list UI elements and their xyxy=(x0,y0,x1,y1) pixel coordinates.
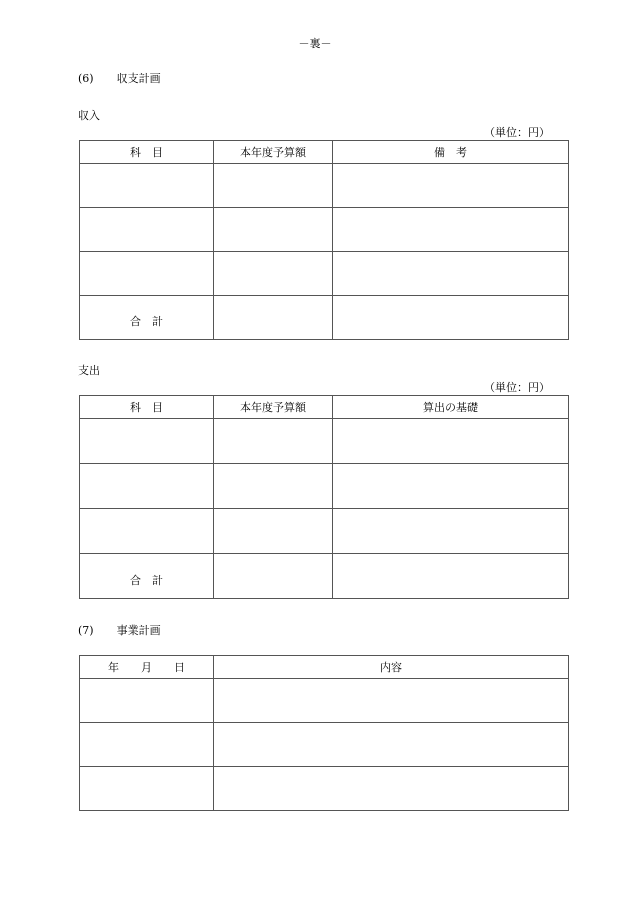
expense-total-basis[interactable] xyxy=(333,554,569,599)
income-cell-budget[interactable] xyxy=(214,208,333,252)
expense-header-subject: 科 目 xyxy=(80,396,214,419)
expense-total-label-cell xyxy=(80,554,214,599)
plan-header-date: 年 月 日 xyxy=(80,656,214,679)
page-title: －裏－ xyxy=(298,37,332,50)
expense-cell-subject[interactable] xyxy=(80,464,214,509)
table-row xyxy=(80,509,569,554)
expense-total-row xyxy=(80,554,569,599)
expense-total-label: 合 計 xyxy=(130,574,163,587)
expense-cell-basis[interactable] xyxy=(333,464,569,509)
expense-total-budget[interactable] xyxy=(214,554,333,599)
income-cell-subject[interactable] xyxy=(80,208,214,252)
plan-header-row xyxy=(80,656,569,679)
expense-label: 支出 xyxy=(78,364,100,377)
table-row xyxy=(80,464,569,509)
income-header-row xyxy=(80,141,569,164)
expense-unit: （単位：円） xyxy=(484,381,550,394)
table-row xyxy=(80,252,569,296)
expense-cell-basis[interactable] xyxy=(333,509,569,554)
income-header-budget: 本年度予算額 xyxy=(214,141,333,164)
section6-title: 収支計画 xyxy=(116,72,161,85)
plan-cell-date[interactable] xyxy=(80,723,214,767)
expense-header-basis: 算出の基礎 xyxy=(333,396,569,419)
expense-header-budget: 本年度予算額 xyxy=(214,396,333,419)
expense-cell-budget[interactable] xyxy=(214,509,333,554)
section6-number: (6) xyxy=(78,72,94,85)
table-row xyxy=(80,419,569,464)
income-label: 収入 xyxy=(78,109,100,122)
income-cell-subject[interactable] xyxy=(80,164,214,208)
income-total-row xyxy=(80,296,569,340)
plan-cell-content[interactable] xyxy=(214,767,569,811)
income-total-label-cell xyxy=(80,296,214,340)
plan-cell-content[interactable] xyxy=(214,723,569,767)
table-row xyxy=(80,723,569,767)
section7-title: 事業計画 xyxy=(116,624,161,637)
plan-cell-date[interactable] xyxy=(80,767,214,811)
expense-cell-basis[interactable] xyxy=(333,419,569,464)
plan-cell-date[interactable] xyxy=(80,679,214,723)
plan-header-content: 内容 xyxy=(214,656,569,679)
income-cell-remarks[interactable] xyxy=(333,164,569,208)
expense-cell-subject[interactable] xyxy=(80,509,214,554)
income-cell-remarks[interactable] xyxy=(333,208,569,252)
income-header-remarks: 備 考 xyxy=(333,141,569,164)
income-unit: （単位：円） xyxy=(484,126,550,139)
expense-header-row xyxy=(80,396,569,419)
income-total-budget[interactable] xyxy=(214,296,333,340)
expense-cell-budget[interactable] xyxy=(214,464,333,509)
table-row xyxy=(80,164,569,208)
income-cell-remarks[interactable] xyxy=(333,252,569,296)
expense-cell-budget[interactable] xyxy=(214,419,333,464)
plan-table xyxy=(79,655,569,811)
expense-table xyxy=(79,395,569,599)
income-cell-subject[interactable] xyxy=(80,252,214,296)
income-total-label: 合 計 xyxy=(130,315,163,328)
section7-number: (7) xyxy=(78,624,94,637)
table-row xyxy=(80,679,569,723)
income-cell-budget[interactable] xyxy=(214,252,333,296)
table-row xyxy=(80,208,569,252)
expense-cell-subject[interactable] xyxy=(80,419,214,464)
income-table xyxy=(79,140,569,340)
plan-cell-content[interactable] xyxy=(214,679,569,723)
income-cell-budget[interactable] xyxy=(214,164,333,208)
table-row xyxy=(80,767,569,811)
income-total-remarks[interactable] xyxy=(333,296,569,340)
income-header-subject: 科 目 xyxy=(80,141,214,164)
section7-heading xyxy=(78,622,161,638)
section6-heading xyxy=(78,70,161,86)
